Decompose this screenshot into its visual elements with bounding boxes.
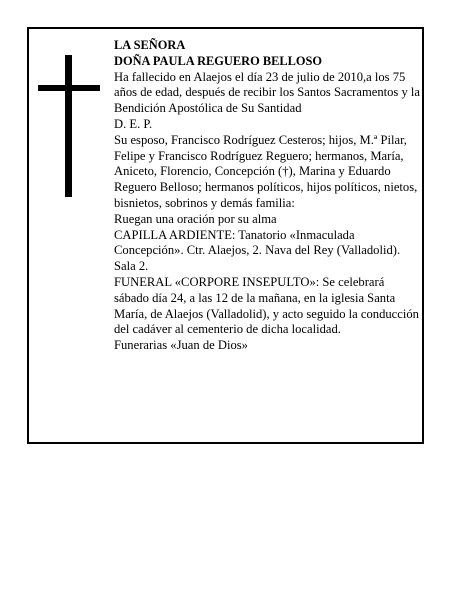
cross-icon (38, 55, 100, 197)
death-info: Ha fallecido en Alaejos el día 23 de julio de 2010,a los 75 años de edad, después de recibir los Santos Sacramentos y la Bendición Apostólica de Su Santidad (114, 69, 421, 116)
prayer-request: Ruegan una oración por su alma (114, 211, 277, 226)
cross-horizontal-bar (38, 85, 100, 91)
funeral-home: Funerarias «Juan de Dios» (114, 338, 248, 353)
dep-line: D. E. P. (114, 116, 153, 131)
chapel-info: CAPILLA ARDIENTE: Tanatorio «Inmaculada Concepción». Ctr. Alaejos, 2. Nava del Rey (Valladolid). Sala 2. (114, 227, 401, 274)
obituary-text (114, 38, 420, 354)
obituary-title: LA SEÑORA (114, 38, 186, 52)
cross-vertical-bar (65, 55, 72, 197)
funeral-info: FUNERAL «CORPORE INSEPULTO»: Se celebrará sábado día 24, a las 12 de la mañana, en la iglesia Santa María, de Alaejos (Valladolid), y acto seguido la conducción del cadáver al cementerio de dicha localidad. (114, 274, 419, 337)
family-list: Su esposo, Francisco Rodríguez Cesteros; hijos, M.ª Pilar, Felipe y Francisco Rodríguez Reguero; hermanos, María, Aniceto, Florencio, Concepción (†), Marina y Eduardo Reguero Belloso; hermanos políticos, hijos políticos, nietos, bisnietos, sobrinos y demás familia: (114, 132, 418, 210)
deceased-name: DOÑA PAULA REGUERO BELLOSO (114, 53, 323, 68)
